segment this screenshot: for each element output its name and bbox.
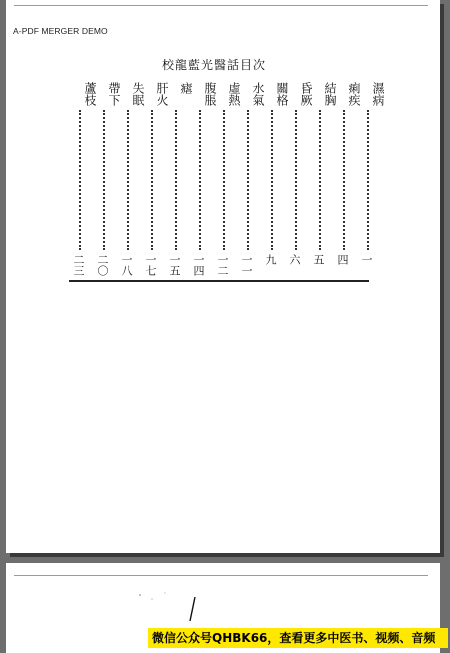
toc-entry — [68, 82, 96, 278]
toc-entry — [260, 82, 288, 278]
toc-entry-page: 一八 — [120, 254, 133, 276]
toc-entry-name: 蘆枝 — [83, 82, 97, 106]
toc-entry — [188, 82, 216, 278]
toc-entry-page: 一二 — [216, 254, 229, 276]
watermark-label: A-PDF MERGER DEMO — [13, 26, 108, 36]
toc-entry — [332, 82, 360, 278]
toc-leader-dots — [103, 110, 105, 250]
toc-leader-dots — [367, 110, 369, 250]
toc-entry — [356, 82, 384, 278]
toc-entry-page: 六 — [288, 254, 301, 265]
toc-entry-name: 失眠 — [131, 82, 145, 106]
toc-entry-name: 腹脹 — [203, 82, 217, 106]
toc-entry-page: 五 — [312, 254, 325, 265]
page-shadow — [440, 4, 444, 557]
toc-entry-name: 水氣 — [251, 82, 265, 106]
toc-entry — [308, 82, 336, 278]
toc-entry-page: 二〇 — [96, 254, 109, 276]
toc-entry-name: 昏厥 — [299, 82, 313, 106]
toc-entry — [236, 82, 264, 278]
toc-entry-page: 一一 — [240, 254, 253, 276]
toc-entry-page: 一四 — [192, 254, 205, 276]
toc-entry-name: 肝火 — [155, 82, 169, 106]
promo-banner[interactable]: 微信公众号QHBK66，查看更多中医书、视频、音频 — [148, 628, 448, 648]
toc-leader-dots — [295, 110, 297, 250]
toc-entry — [116, 82, 144, 278]
page-top-rule — [14, 5, 428, 6]
toc-entry-name: 帶下 — [107, 82, 121, 106]
toc-entry-name: 濕病 — [371, 82, 385, 106]
toc-entry — [140, 82, 168, 278]
toc-title: 校龍藍光醫話目次 — [162, 58, 267, 72]
toc-leader-dots — [199, 110, 201, 250]
toc-entry-name: 關格 — [275, 82, 289, 106]
toc-entry-page: 一 — [360, 254, 373, 265]
page2-top-rule — [14, 575, 428, 576]
scan-artifact — [120, 585, 230, 625]
toc-entry — [164, 82, 192, 278]
toc-entry-page: 二三 — [72, 254, 85, 276]
toc-entry-name: 瘧 — [179, 82, 193, 94]
toc-leader-dots — [319, 110, 321, 250]
toc-entry-page: 一七 — [144, 254, 157, 276]
toc-entry-name: 虛熱 — [227, 82, 241, 106]
toc-bottom-rule — [69, 280, 369, 282]
toc-entry-page: 一五 — [168, 254, 181, 276]
toc-entry-page: 九 — [264, 254, 277, 265]
toc-leader-dots — [127, 110, 129, 250]
toc-entry — [284, 82, 312, 278]
toc-leader-dots — [151, 110, 153, 250]
toc-leader-dots — [343, 110, 345, 250]
toc-entry — [212, 82, 240, 278]
toc-entry-name: 結胸 — [323, 82, 337, 106]
toc-entry — [92, 82, 120, 278]
toc-leader-dots — [175, 110, 177, 250]
page-shadow-bottom — [10, 553, 444, 557]
toc-leader-dots — [223, 110, 225, 250]
toc-leader-dots — [247, 110, 249, 250]
toc-entry-name: 痢疾 — [347, 82, 361, 106]
toc-entry-page: 四 — [336, 254, 349, 265]
toc-leader-dots — [79, 110, 81, 250]
toc-leader-dots — [271, 110, 273, 250]
